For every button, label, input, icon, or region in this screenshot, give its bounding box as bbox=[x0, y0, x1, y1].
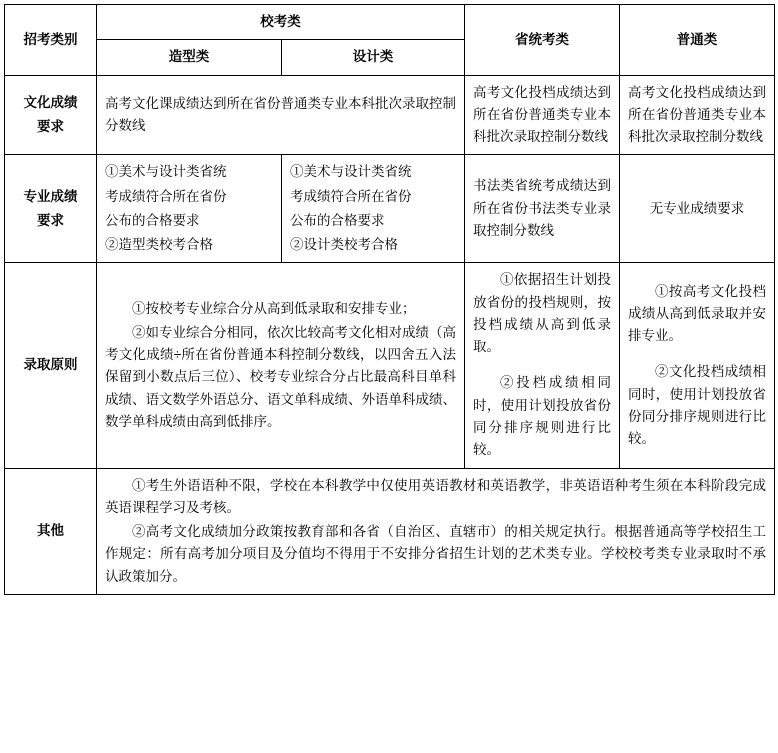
cell-major-molding bbox=[97, 155, 282, 263]
cell-principle-school-exam-p1: ①按校考专业综合分从高到低录取和安排专业； bbox=[132, 300, 416, 316]
rowlabel-major-score-line2: 要求 bbox=[37, 212, 64, 228]
rowlabel-other: 其他 bbox=[5, 468, 97, 594]
header-general: 普通类 bbox=[620, 5, 775, 76]
cell-principle-general-p1: ①按高考文化投档成绩从高到低录取并安排专业。 bbox=[628, 283, 766, 344]
cell-major-general: 无专业成绩要求 bbox=[620, 155, 775, 263]
cell-major-molding-line4: ②造型类校考合格 bbox=[105, 237, 213, 253]
cell-major-design bbox=[282, 155, 465, 263]
cell-major-molding-line2: 考成绩符合所在省份 bbox=[105, 188, 227, 204]
cell-principle-general bbox=[620, 263, 775, 468]
cell-principle-school-exam-p2: ②如专业综合分相同，依次比较高考文化相对成绩（高考文化成绩÷所在省份普通本科控制分数线，以四舍五入法保留到小数点后三位）、校考专业综合分占比最高科目单科成绩、语文数学外语总分、语文单科成绩、外语单科成绩、数学单科成绩由高到低排序。 bbox=[105, 324, 456, 429]
table-row-culture-score bbox=[5, 75, 775, 155]
table-row-admission-principle bbox=[5, 263, 775, 468]
cell-principle-provincial bbox=[465, 263, 620, 468]
cell-major-design-line3: 公布的合格要求 bbox=[290, 212, 385, 228]
cell-other-p2: ②高考文化成绩加分政策按教育部和各省（自治区、直辖市）的相关规定执行。根据普通高等学校招生工作规定：所有高考加分项目及分值均不得用于不安排分省招生计划的艺术类专业。学校校考类专业录取时不承认政策加分。 bbox=[105, 524, 766, 584]
rowlabel-major-score bbox=[5, 155, 97, 263]
cell-major-design-line1: ①美术与设计类省统 bbox=[290, 164, 412, 180]
cell-principle-general-p2: ②文化投档成绩相同时，使用计划投放省份同分排序规则进行比较。 bbox=[628, 364, 766, 447]
cell-culture-provincial: 高考文化投档成绩达到所在省份普通类专业本科批次录取控制分数线 bbox=[465, 75, 620, 155]
table-header-row-1 bbox=[5, 5, 775, 40]
cell-major-design-line2: 考成绩符合所在省份 bbox=[290, 188, 412, 204]
header-school-exam-group: 校考类 bbox=[97, 5, 465, 40]
document-page bbox=[0, 4, 778, 753]
cell-major-molding-line1: ①美术与设计类省统 bbox=[105, 164, 227, 180]
cell-major-molding-line3: 公布的合格要求 bbox=[105, 212, 200, 228]
rowlabel-culture-score bbox=[5, 75, 97, 155]
cell-culture-general: 高考文化投档成绩达到所在省份普通类专业本科批次录取控制分数线 bbox=[620, 75, 775, 155]
rowlabel-admission-principle: 录取原则 bbox=[5, 263, 97, 468]
header-provincial-unified: 省统考类 bbox=[465, 5, 620, 76]
table-row-major-score bbox=[5, 155, 775, 263]
rowlabel-culture-score-line1: 文化成绩 bbox=[23, 94, 78, 110]
cell-principle-provincial-p2: ②投档成绩相同时，使用计划投放省份同分排序规则进行比较。 bbox=[473, 375, 611, 458]
rowlabel-major-score-line1: 专业成绩 bbox=[23, 188, 78, 204]
cell-principle-school-exam bbox=[97, 263, 465, 468]
header-category-label: 招考类别 bbox=[5, 5, 97, 76]
cell-culture-school-exam: 高考文化课成绩达到所在省份普通类专业本科批次录取控制分数线 bbox=[97, 75, 465, 155]
cell-other-content bbox=[97, 468, 775, 594]
header-school-exam-design: 设计类 bbox=[282, 40, 465, 75]
cell-other-p1: ①考生外语语种不限，学校在本科教学中仅使用英语教材和英语教学，非英语语种考生须在本科阶段完成英语课程学习及考核。 bbox=[105, 477, 766, 515]
cell-principle-provincial-p1: ①依据招生计划投放省份的投档规则，按投档成绩从高到低录取。 bbox=[473, 272, 611, 355]
admission-requirements-table bbox=[4, 4, 775, 595]
table-row-other bbox=[5, 468, 775, 594]
header-school-exam-molding: 造型类 bbox=[97, 40, 282, 75]
cell-major-provincial: 书法类省统考成绩达到所在省份书法类专业录取控制分数线 bbox=[465, 155, 620, 263]
rowlabel-culture-score-line2: 要求 bbox=[37, 118, 64, 134]
cell-major-design-line4: ②设计类校考合格 bbox=[290, 237, 398, 253]
